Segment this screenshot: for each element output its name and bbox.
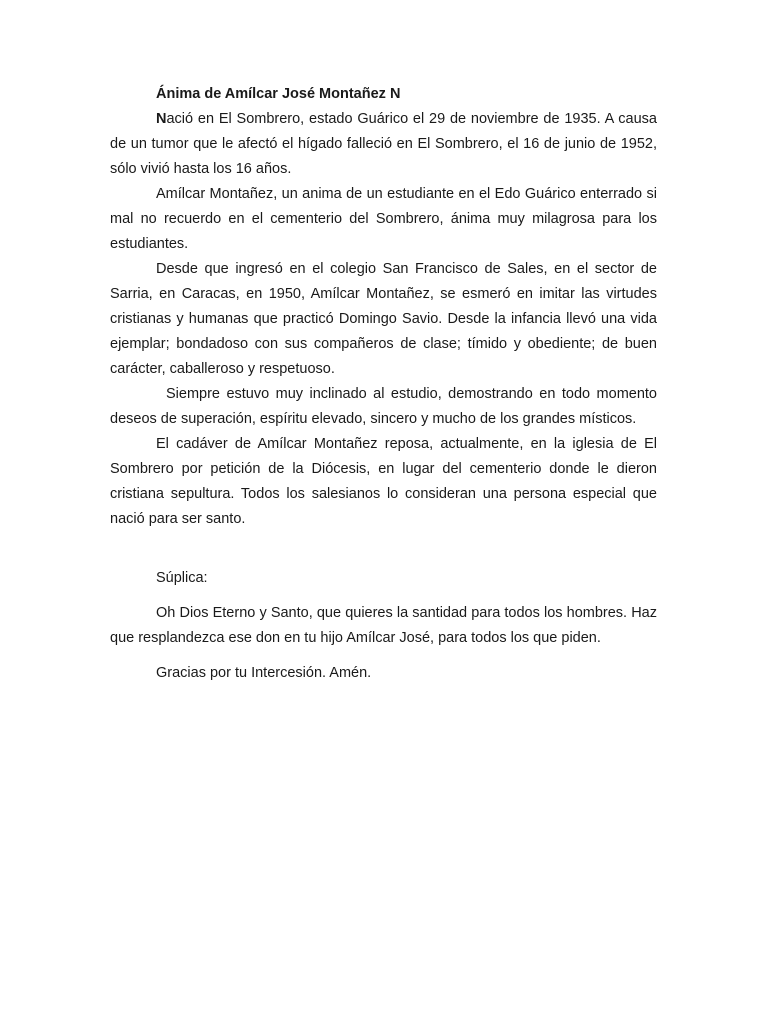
paragraph-birth xyxy=(110,107,657,182)
prayer-text: Oh Dios Eterno y Santo, que quieres la santidad para todos los hombres. Haz que resplandezca ese don en tu hijo Amílcar José, para todos los que piden. xyxy=(110,605,657,646)
paragraph-study: Siempre estuvo muy inclinado al estudio, demostrando en todo momento deseos de superación, espíritu elevado, sincero y mucho de los grandes místicos. xyxy=(110,386,657,427)
document-title: Ánima de Amílcar José Montañez N xyxy=(156,86,401,102)
paragraph-birth-text: ació en El Sombrero, estado Guárico el 29 de noviembre de 1935. A causa de un tumor que le afectó el hígado falleció en El Sombrero, el 16 de junio de 1952, sólo vivió hasta los 16 años. xyxy=(110,111,657,177)
document-body xyxy=(110,82,657,686)
drop-initial: N xyxy=(156,111,167,127)
paragraph-school: Desde que ingresó en el colegio San Francisco de Sales, en el sector de Sarria, en Caracas, en 1950, Amílcar Montañez, se esmeró en imitar las virtudes cristianas y humanas que practicó Domingo Savio. Desde la infancia llevó una vida ejemplar; bondadoso con sus compañeros de clase; tímido y obediente; de buen carácter, caballeroso y respetuoso. xyxy=(110,261,657,377)
suplica-heading: Súplica: xyxy=(156,570,208,586)
paragraph-remains: El cadáver de Amílcar Montañez reposa, actualmente, en la iglesia de El Sombrero por petición de la Diócesis, en lugar del cementerio donde le dieron cristiana sepultura. Todos los salesianos lo consideran una persona especial que nació para ser santo. xyxy=(110,436,657,527)
paragraph-student: Amílcar Montañez, un anima de un estudiante en el Edo Guárico enterrado si mal no recuerdo en el cementerio del Sombrero, ánima muy milagrosa para los estudiantes. xyxy=(110,186,657,252)
closing-text: Gracias por tu Intercesión. Amén. xyxy=(156,665,372,681)
